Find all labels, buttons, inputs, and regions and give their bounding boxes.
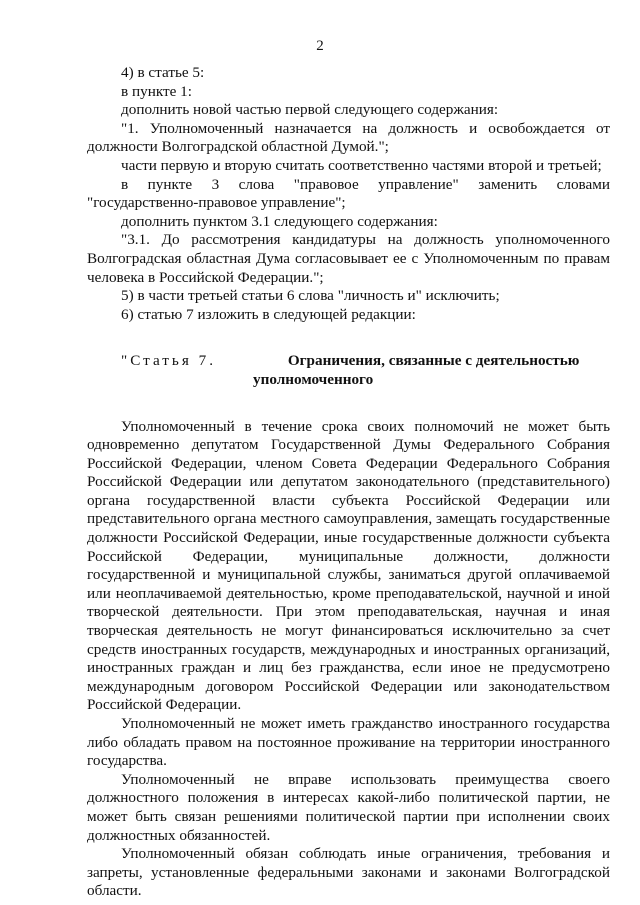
amendment-item-5: 5) в части третьей статьи 6 слова "личность и" исключить; [121, 287, 500, 305]
body-paragraph-1: Уполномоченный в течение срока своих полномочий не может быть одновременно депутатом Государственной Думы Федерального Собрания Российской Федерации, членом Совета Федерации Федерального Собрания Российской Федерации или депутатом законодательного (представительного) органа государственной власти субъекта Российской Федерации или представительного органа местного самоуправления, замещать государственные должности Российской Федерации, иные государственные должности субъекта Российской Федерации, муниципальные должности, должности государственной и муниципальной службы, заниматься другой оплачиваемой или неоплачиваемой деятельностью, кроме преподавательской, научной и иной творческой деятельности. При этом преподавательская, научная и иная творческая деятельность не могут финансироваться исключительно за счет средств иностранных государств, международных и иностранных организаций, иностранных граждан и лиц без гражданства, если иное не предусмотрено международным договором Российской Федерации или законодательством Российской Федерации. [87, 417, 610, 714]
article-heading [87, 352, 610, 389]
amendment-point-3: в пункте 3 слова "правовое управление" заменить словами "государственно-правовое управление"; [87, 175, 610, 212]
document-text [87, 64, 610, 901]
article-prefix: "Статья 7. [121, 352, 217, 370]
article-title-line1: Ограничения, связанные с деятельностью [287, 352, 580, 370]
amendment-quote-3-1: "3.1. До рассмотрения кандидатуры на должность уполномоченного Волгоградская областная Дума согласовывает ее с Уполномоченным по правам человека в Российской Федерации."; [87, 231, 610, 286]
amendment-item-4: 4) в статье 5: [121, 64, 205, 81]
amendment-subitem-1: в пункте 1: [121, 82, 192, 100]
amendment-renumber: части первую и вторую считать соответственно частями второй и третьей; [121, 156, 602, 174]
amendment-quote-1: "1. Уполномоченный назначается на должность и освобождается от должности Волгоградской областной Думой."; [87, 119, 610, 156]
body-paragraph-2: Уполномоченный не может иметь гражданство иностранного государства либо обладать правом на постоянное проживание на территории иностранного государства. [87, 715, 610, 770]
body-paragraph-4: Уполномоченный обязан соблюдать иные ограничения, требования и запреты, установленные федеральными законами и законами Волгоградской области. [87, 845, 610, 900]
amendment-add-point: дополнить пунктом 3.1 следующего содержания: [121, 212, 438, 230]
article-title-line2: уполномоченного [253, 370, 374, 388]
body-paragraph-3: Уполномоченный не вправе использовать преимущества своего должностного положения в интересах какой-либо политической партии, не может быть связан решениями политической партии при исполнении своих должностных обязанностей. [87, 770, 610, 844]
amendment-instruction: дополнить новой частью первой следующего содержания: [121, 101, 499, 119]
page-number: 2 [316, 38, 324, 54]
amendment-item-6: 6) статью 7 изложить в следующей редакции: [121, 305, 416, 323]
